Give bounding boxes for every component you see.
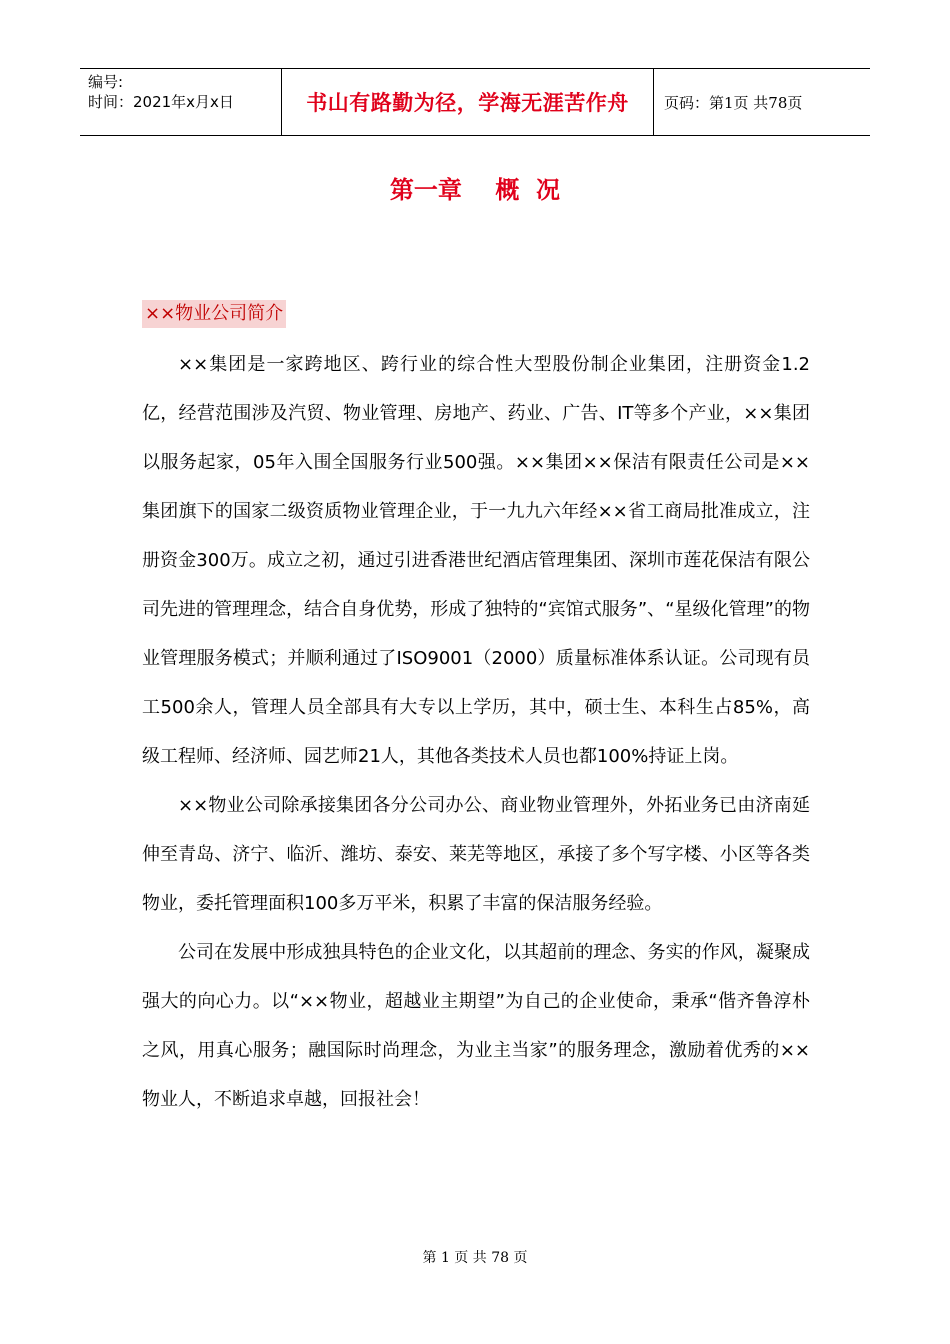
header-page-code: 页码：第1页 共78页 — [664, 93, 803, 112]
chapter-title: 第一章 概 况 — [389, 176, 561, 204]
paragraph: ××物业公司除承接集团各分公司办公、商业物业管理外，外拓业务已由济南延伸至青岛、济宁、临沂、潍坊、泰安、莱芜等地区，承接了多个写字楼、小区等各类物业，委托管理面积100多万平米，积累了丰富的保洁服务经验。 — [142, 795, 810, 914]
header-meta-cell — [80, 69, 282, 135]
header-motto: 书山有路勤为径，学海无涯苦作舟 — [282, 69, 654, 135]
paragraph: 公司在发展中形成独具特色的企业文化，以其超前的理念、务实的作风，凝聚成强大的向心力。以“××物业，超越业主期望”为自己的企业使命，秉承“偕齐鲁淳朴之风，用真心服务；融国际时尚理念，为业主当家”的服务理念，激励着优秀的××物业人，不断追求卓越，回报社会！ — [142, 942, 810, 1110]
section-title: ××物业公司简介 — [142, 300, 286, 328]
body-text — [142, 340, 810, 1124]
paragraph: ××集团是一家跨地区、跨行业的综合性大型股份制企业集团，注册资金1.2亿，经营范围涉及汽贸、物业管理、房地产、药业、广告、IT等多个产业，××集团以服务起家，05年入围全国服务行业500强。××集团××保洁有限责任公司是××集团旗下的国家二级资质物业管理企业，于一九九六年经××省工商局批准成立，注册资金300万。成立之初，通过引进香港世纪酒店管理集团、深圳市莲花保洁有限公司先进的管理理念，结合自身优势，形成了独特的“宾馆式服务”、“星级化管理”的物业管理服务模式；并顺利通过了ISO9001（2000）质量标准体系认证。公司现有员工500余人，管理人员全部具有大专以上学历，其中，硕士生、本科生占85%，高级工程师、经济师、园艺师21人，其他各类技术人员也都100%持证上岗。 — [142, 354, 810, 767]
header-table — [80, 68, 870, 136]
number-label: 编号: — [88, 73, 124, 91]
page-footer: 第 1 页 共 78 页 — [422, 1250, 528, 1266]
time-label: 时间：2021年x月x日 — [88, 93, 234, 111]
